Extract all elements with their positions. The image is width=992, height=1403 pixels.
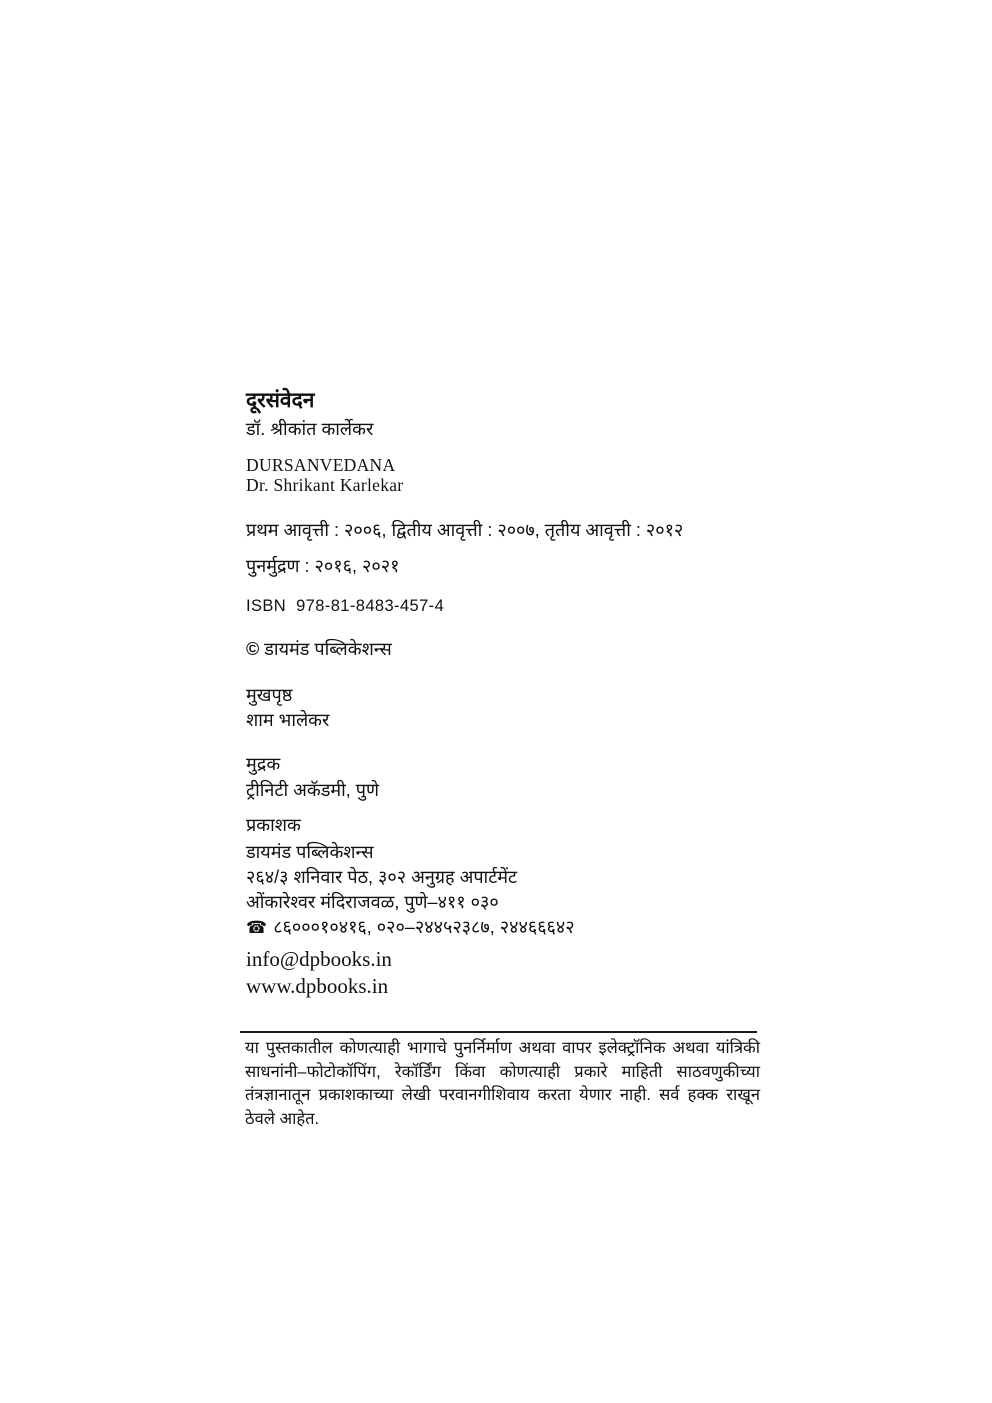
book-title-english: DURSANVEDANA	[246, 455, 396, 475]
copyright-line	[246, 637, 760, 662]
isbn-line: ISBN 978-81-8483-457-4	[246, 597, 445, 615]
reprint-line: पुनर्मुद्रण : २०१६, २०२१	[246, 556, 400, 576]
printer-label: मुद्रक	[246, 754, 281, 774]
rights-notice: या पुस्तकातील कोणत्याही भागाचे पुनर्निर्माण अथवा वापर इलेक्ट्रॉनिक अथवा यांत्रिकी साधनांनी–फोटोकॉपिंग, रेकॉर्डिंग किंवा कोणत्याही प्रकारे माहिती साठवणुकीच्या तंत्रज्ञानातून प्रकाशकाच्या लेखी परवानगीशिवाय करता येणार नाही. सर्व हक्क राखून ठेवले आहेत.	[245, 1039, 760, 1128]
divider-rule	[240, 1031, 757, 1033]
book-author-english: Dr. Shrikant Karlekar	[246, 475, 404, 495]
publisher-label: प्रकाशक	[246, 815, 301, 835]
editions-line: प्रथम आवृत्ती : २००६, द्वितीय आवृत्ती : २००७, तृतीय आवृत्ती : २०१२	[246, 520, 684, 540]
publisher-email: info@dpbooks.in	[246, 947, 392, 971]
printer-value: ट्रीनिटी अकॅडमी, पुणे	[246, 780, 379, 800]
book-title-marathi: दूरसंवेदन	[246, 389, 315, 412]
publisher-name: डायमंड पब्लिकेशन्स	[246, 842, 374, 862]
imprint-block	[246, 388, 760, 1131]
phone-numbers: ८६०००१०४१६, ०२०–२४४५२३८७, २४४६६६४२	[273, 917, 575, 937]
telephone-icon: ☎	[246, 918, 268, 937]
cover-design-label: मुखपृष्ठ	[246, 685, 293, 705]
copyright-icon: ©	[246, 639, 260, 659]
publisher-address-line2: ओंकारेश्वर मंदिराजवळ, पुणे–४११ ०३०	[246, 892, 499, 912]
cover-design-value: शाम भालेकर	[246, 710, 330, 730]
publisher-address-line1: २६४/३ शनिवार पेठ, ३०२ अनुग्रह अपार्टमेंट	[246, 867, 518, 887]
publisher-website: www.dpbooks.in	[246, 974, 389, 998]
copyright-holder: डायमंड पब्लिकेशन्स	[264, 639, 392, 659]
book-author-marathi: डॉ. श्रीकांत कार्लेकर	[246, 419, 374, 439]
publisher-phone-line	[246, 915, 760, 940]
